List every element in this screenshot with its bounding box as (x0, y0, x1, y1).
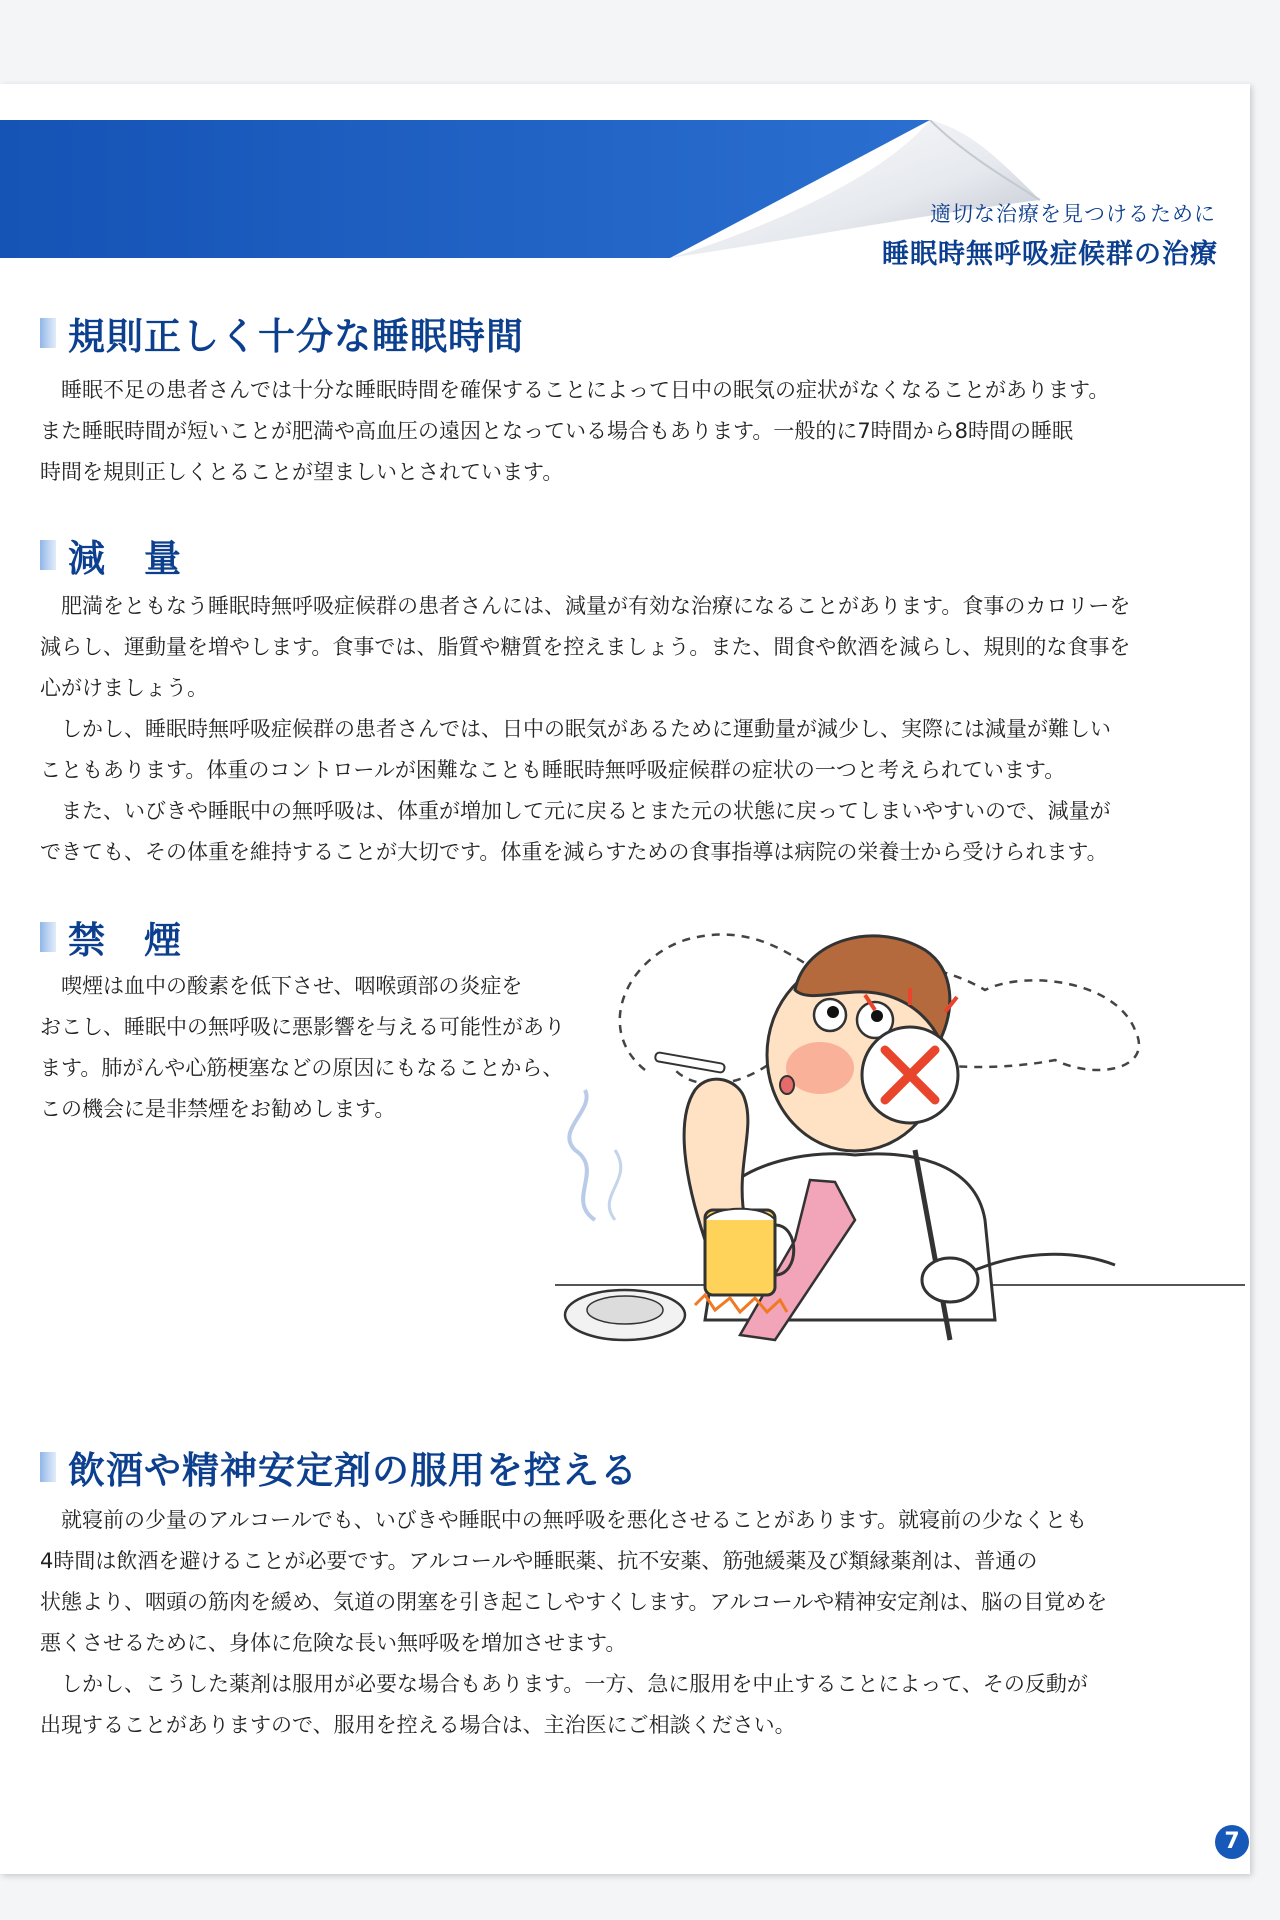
section-body-weight-loss (40, 586, 1130, 873)
section-heading-sleep (40, 306, 524, 360)
section-body-sleep (40, 370, 1109, 493)
header-title: 睡眠時無呼吸症候群の治療 (882, 239, 1218, 270)
heading-marker (40, 540, 56, 570)
section-heading-weight-loss (40, 528, 182, 582)
heading-text: 規則正しく十分な睡眠時間 (68, 315, 524, 358)
text-line: 悪くさせるために、身体に危険な長い無呼吸を増加させます。 (40, 1631, 627, 1655)
text-line: 肥満をともなう睡眠時無呼吸症候群の患者さんには、減量が有効な治療になることがあります。食事のカロリーを (61, 594, 1131, 618)
illustration-svg (555, 920, 1245, 1460)
text-line: 出現することがありますので、服用を控える場合は、主治医にご相談ください。 (40, 1713, 796, 1737)
heading-marker (40, 1452, 56, 1482)
text-line: 喫煙は血中の酸素を低下させ、咽喉頭部の炎症を (61, 974, 523, 998)
text-line: 就寝前の少量のアルコールでも、いびきや睡眠中の無呼吸を悪化させることがあります。就寝前の少なくとも (61, 1508, 1088, 1532)
header-subtitle: 適切な治療を見つけるために (930, 202, 1216, 226)
text-line: しかし、睡眠時無呼吸症候群の患者さんでは、日中の眠気があるために運動量が減少し、実際には減量が難しい (61, 717, 1111, 741)
text-line: しかし、こうした薬剤は服用が必要な場合もあります。一方、急に服用を中止することによって、その反動が (61, 1672, 1088, 1696)
section-body-quit-smoking (40, 966, 565, 1130)
text-line: こともあります。体重のコントロールが困難なことも睡眠時無呼吸症候群の症状の一つと考えられています。 (40, 758, 1066, 782)
text-line: 状態より、咽頭の筋肉を緩め、気道の閉塞を引き起こしやすくします。アルコールや精神安定剤は、脳の目覚めを (40, 1590, 1108, 1614)
gloved-hand (922, 1258, 978, 1302)
heading-marker (40, 318, 56, 348)
heading-text: 飲酒や精神安定剤の服用を控える (68, 1449, 638, 1492)
heading-text: 禁 煙 (68, 919, 182, 962)
page-number: 7 (1215, 1825, 1249, 1859)
text-line: 心がけましょう。 (40, 676, 208, 700)
text-line: また、いびきや睡眠中の無呼吸は、体重が増加して元に戻るとまた元の状態に戻ってしまいやすいので、減量が (61, 799, 1111, 823)
smoking-drinking-illustration (555, 920, 1245, 1460)
text-line: また睡眠時間が短いことが肥満や高血圧の遠因となっている場合もあります。一般的に7時間から8時間の睡眠 (40, 419, 1074, 443)
heading-marker (40, 922, 56, 952)
text-line: 時間を規則正しくとることが望ましいとされています。 (40, 460, 564, 484)
text-line: できても、その体重を維持することが大切です。体重を減らすための食事指導は病院の栄養士から受けられます。 (40, 840, 1108, 864)
text-line: この機会に是非禁煙をお勧めします。 (40, 1097, 396, 1121)
text-line: 4時間は飲酒を避けることが必要です。アルコールや睡眠薬、抗不安薬、筋弛緩薬及び類縁薬剤は、普通の (40, 1549, 1038, 1573)
section-heading-alcohol-sedatives (40, 1440, 638, 1494)
text-line: おこし、睡眠中の無呼吸に悪影響を与える可能性があり (40, 1015, 565, 1039)
heading-text: 減 量 (68, 537, 182, 580)
section-body-alcohol-sedatives (40, 1500, 1107, 1746)
text-line: 睡眠不足の患者さんでは十分な睡眠時間を確保することによって日中の眠気の症状がなくなることがあります。 (61, 378, 1110, 402)
beer-mug (705, 1210, 775, 1295)
section-heading-quit-smoking (40, 910, 182, 964)
text-line: ます。肺がんや心筋梗塞などの原因にもなることから、 (40, 1056, 564, 1080)
text-line: 減らし、運動量を増やします。食事では、脂質や糖質を控えましょう。また、間食や飲酒を減らし、規則的な食事を (40, 635, 1131, 659)
cigarette (655, 1052, 725, 1073)
